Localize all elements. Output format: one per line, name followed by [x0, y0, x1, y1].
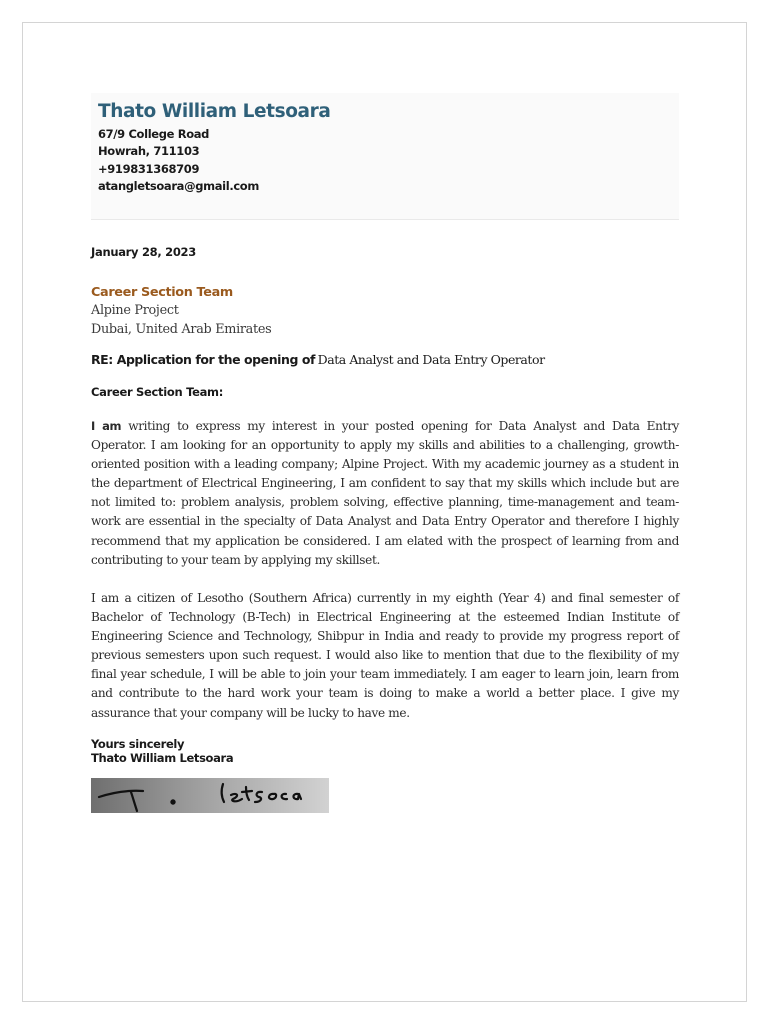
letterhead: [91, 93, 679, 220]
recipient-location: Dubai, United Arab Emirates: [91, 322, 272, 337]
sender-address-line1: 67/9 College Road: [98, 127, 210, 141]
sender-email: atangletsoara@gmail.com: [98, 179, 259, 194]
closing: [91, 737, 233, 765]
letter-page: [22, 22, 747, 1002]
recipient-organization: Alpine Project: [91, 303, 179, 318]
sender-phone: +919831368709: [98, 161, 200, 176]
signature-image: [91, 778, 329, 813]
body-paragraph-2: I am a citizen of Lesotho (Southern Africa) currently in my eighth (Year 4) and final semester of Bachelor of Technology (B-Tech) in Electrical Engineering at the esteemed Indian Institute of Engineering Science and Technology, Shibpur in India and ready to provide my progress report of previous semesters upon such request. I would also like to mention that due to the flexibility of my final year schedule, I will be able to join your team immediately. I am eager to learn join, learn from and contribute to the hard work your team is doing to make a world a better place. I give my assurance that your company will be lucky to have me.: [91, 591, 679, 720]
signature-icon: [91, 778, 329, 813]
subject-line: [91, 352, 545, 368]
salutation: Career Section Team:: [91, 385, 224, 399]
closing-name: Thato William Letsoara: [91, 751, 234, 765]
sender-contact: [98, 126, 259, 196]
body-paragraph-1-text: writing to express my interest in your posted opening for Data Analyst and Data Entry Operator. I am looking for an opportunity to apply my skills and abilities to a challenging, growth-oriented position with a leading company; Alpine Project. With my academic journey as a student in the department of Electrical Engineering, I am confident to say that my skills which include but are not limited to: problem analysis, problem solving, effective planning, time-management and team-work are essential in the specialty of Data Analyst and Data Entry Operator and therefore I highly recommend that my application be considered. I am elated with the prospect of learning from and contributing to your team by applying my skillset.: [91, 419, 679, 567]
body-paragraph-1: [91, 417, 679, 570]
sender-address-line2: Howrah, 711103: [98, 144, 200, 159]
letter-date: January 28, 2023: [91, 245, 196, 259]
closing-phrase: Yours sincerely: [91, 737, 185, 751]
recipient-team: Career Section Team: [91, 285, 233, 300]
body-paragraph-1-lead: I am: [91, 419, 122, 433]
sender-name: Thato William Letsoara: [98, 101, 331, 122]
subject-position: Data Analyst and Data Entry Operator: [317, 352, 545, 367]
subject-prefix: RE: Application for the opening of: [91, 352, 315, 367]
